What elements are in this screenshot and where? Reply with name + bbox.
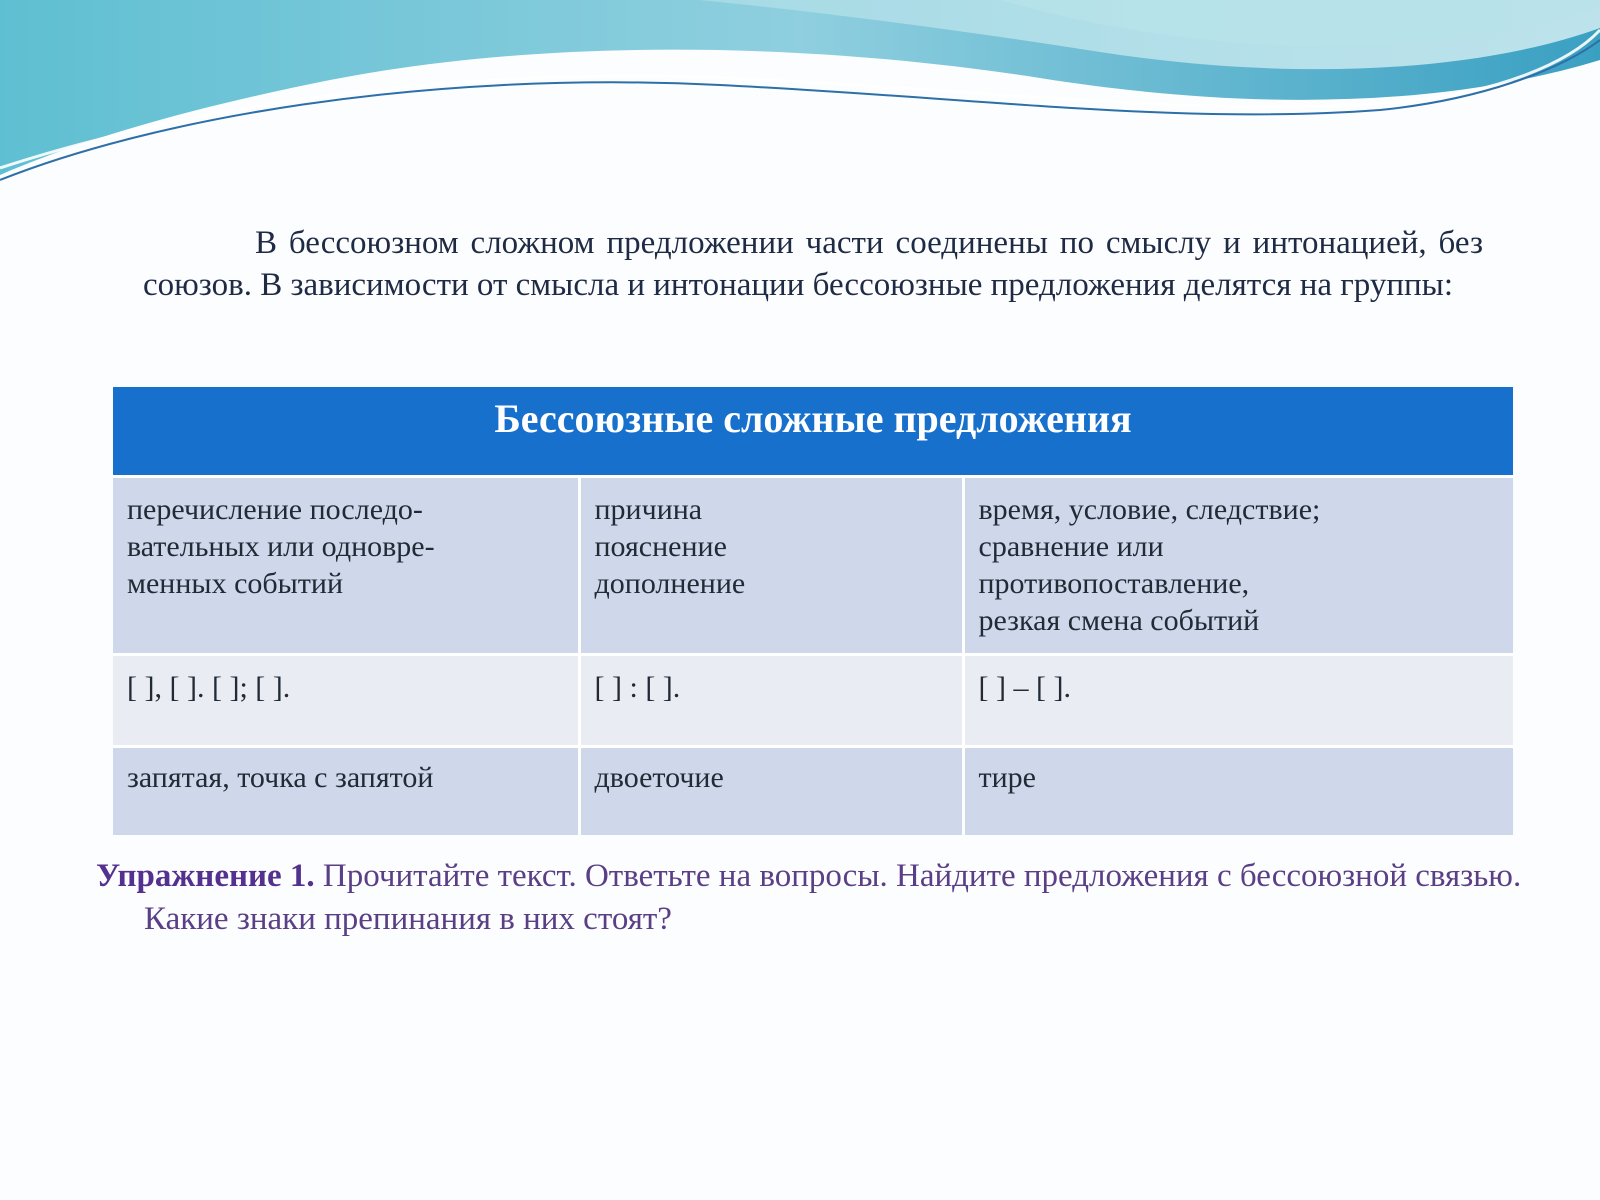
decorative-wave-header xyxy=(0,0,1600,190)
cell-line: [ ] : [ ]. xyxy=(594,670,681,704)
cell-line: причина xyxy=(594,492,703,526)
cell-line: сравнение или xyxy=(978,529,1164,563)
table-row-punctuation xyxy=(113,746,1513,835)
table-cell xyxy=(579,746,963,835)
cell-line: запятая, точка с запятой xyxy=(127,760,434,794)
exercise-paragraph xyxy=(96,855,1544,941)
exercise-text: Прочитайте текст. Ответьте на вопросы. Найдите предложения с бессоюзной связью. Какие знаки препинания в них стоят? xyxy=(144,858,1522,937)
cell-line: время, условие, следствие; xyxy=(978,492,1321,526)
cell-line: пояснение xyxy=(594,529,727,563)
table-row-schemes xyxy=(113,654,1513,746)
table-cell xyxy=(113,476,579,654)
cell-line: перечисление последо- xyxy=(127,492,423,526)
cell-line: резкая смена событий xyxy=(978,603,1260,637)
table-cell xyxy=(963,654,1513,746)
cell-line: тире xyxy=(978,760,1036,794)
table-cell xyxy=(113,654,579,746)
cell-line: менных событий xyxy=(127,566,344,600)
table-title: Бессоюзные сложные предложения xyxy=(113,387,1513,476)
conjunctionless-sentences-table-container xyxy=(113,387,1513,835)
table-cell xyxy=(963,746,1513,835)
table-cell xyxy=(963,476,1513,654)
table-row-meaning xyxy=(113,476,1513,654)
conjunctionless-sentences-table xyxy=(113,387,1513,835)
cell-line: вательных или одновре- xyxy=(127,529,435,563)
cell-line: [ ] – [ ]. xyxy=(978,670,1071,704)
cell-line: противопоставление, xyxy=(978,566,1250,600)
table-cell xyxy=(579,476,963,654)
intro-paragraph: В бессоюзном сложном предложении части соединены по смыслу и интонацией, без союзов. В зависимости от смысла и интонации бессоюзные предложения делятся на группы: xyxy=(143,225,1483,303)
cell-line: дополнение xyxy=(594,566,746,600)
cell-line: [ ], [ ]. [ ]; [ ]. xyxy=(127,670,291,704)
exercise-label: Упражнение 1. xyxy=(96,858,315,894)
cell-line: двоеточие xyxy=(594,760,724,794)
table-cell xyxy=(113,746,579,835)
table-cell xyxy=(579,654,963,746)
